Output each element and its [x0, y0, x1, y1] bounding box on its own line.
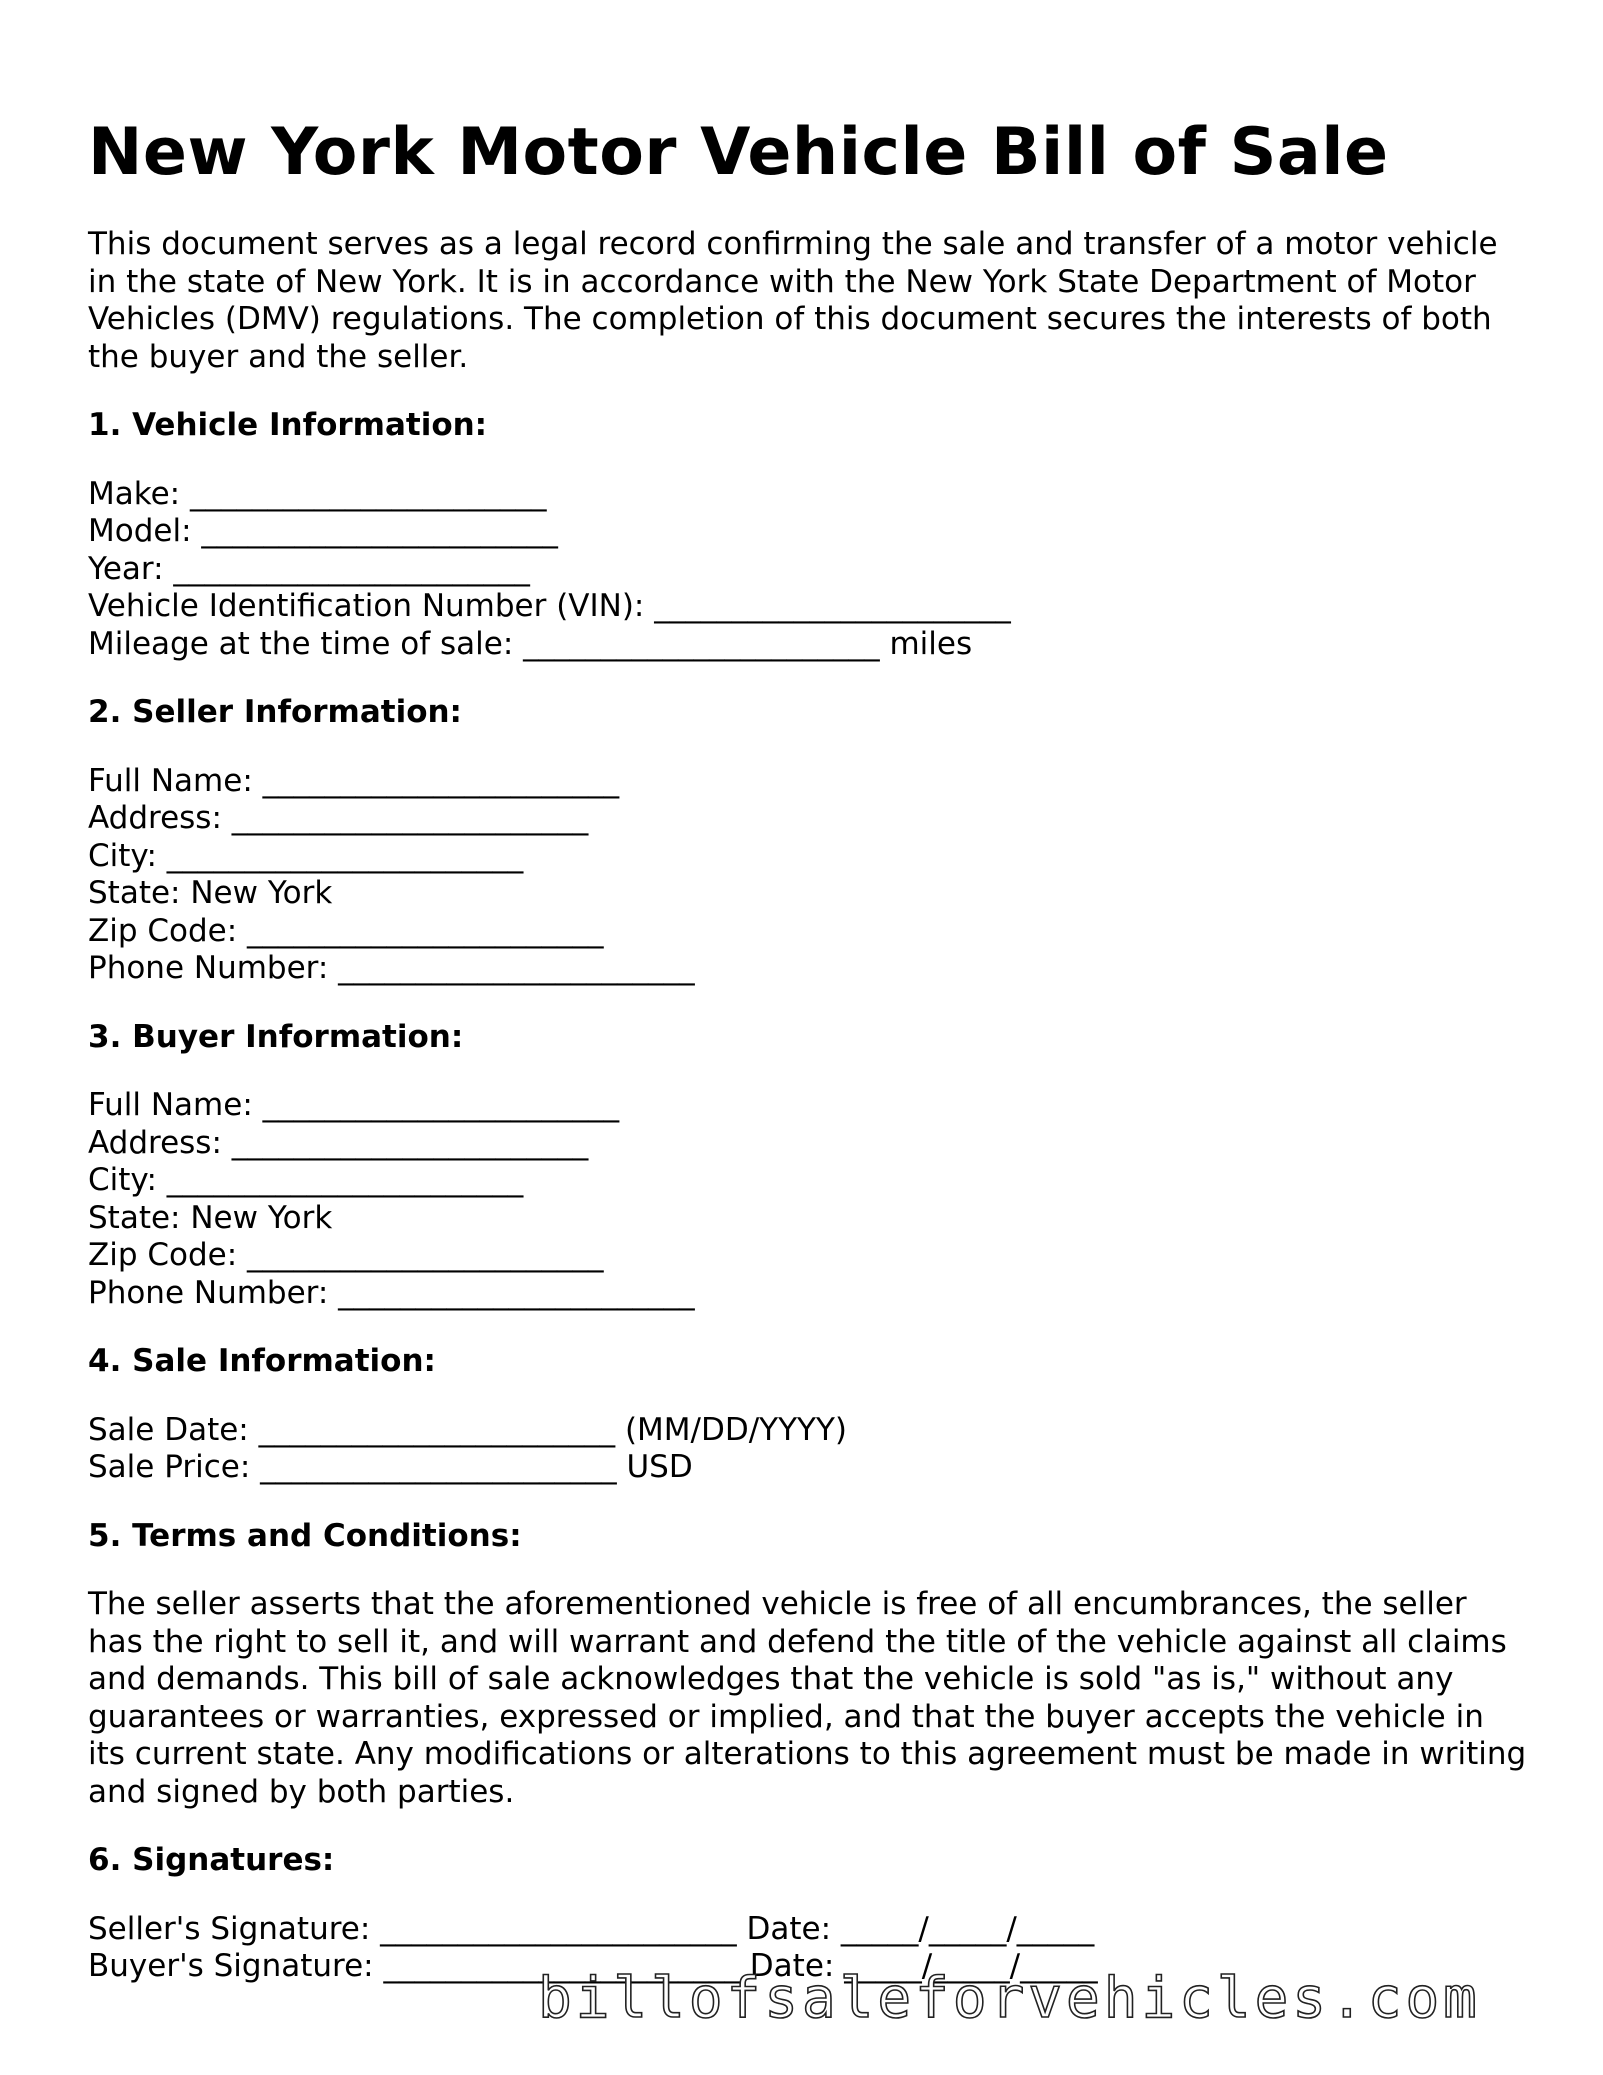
terms-section	[88, 1518, 1528, 1812]
seller-phone-field: Phone Number: _______________________	[88, 950, 695, 986]
buyer-heading: 3. Buyer Information:	[88, 1018, 464, 1055]
seller-address-field: Address: _______________________	[88, 800, 589, 836]
intro-paragraph: This document serves as a legal record confirming the sale and transfer of a motor vehicle in the state of New York. It is in accordance with the New York State Department of Motor Vehicles (DMV) regulations. The completion of this document secures the interests of both the buyer and the seller.	[88, 226, 1498, 375]
buyer-city-field: City: _______________________	[88, 1162, 524, 1198]
seller-signature-line: Seller's Signature: _______________________ Date: _____/_____/_____	[88, 1910, 1095, 1947]
seller-state-field: State: New York	[88, 875, 333, 911]
seller-city-field: City: _______________________	[88, 837, 524, 874]
watermark-text: billofsaleforvehicles.com	[538, 1966, 1481, 2031]
signatures-heading: 6. Signatures:	[88, 1842, 335, 1878]
buyer-full-name-field: Full Name: _______________________	[88, 1087, 620, 1123]
seller-full-name-field: Full Name: _______________________	[88, 762, 620, 799]
terms-paragraph: The seller asserts that the aforementioned vehicle is free of all encumbrances, the seller has the right to sell it, and will warrant and defend the title of the vehicle against all claims and demands. This bill of sale acknowledges that the vehicle is sold "as is," without any guarantees or warranties, expressed or implied, and that the buyer accepts the vehicle in its current state. Any modifications or alterations to this agreement must be made in writing and signed by both parties.	[88, 1586, 1527, 1810]
terms-heading: 5. Terms and Conditions:	[88, 1517, 522, 1554]
buyer-zip-field: Zip Code: _______________________	[88, 1237, 604, 1273]
buyer-signature-line: Buyer's Signature: _______________________ Date: _____/_____/_____	[88, 1948, 1098, 1984]
seller-heading: 2. Seller Information:	[88, 694, 462, 730]
vehicle-section	[88, 407, 1528, 663]
sale-heading: 4. Sale Information:	[88, 1343, 436, 1379]
buyer-section	[88, 1019, 1528, 1313]
vehicle-heading: 1. Vehicle Information:	[88, 407, 488, 443]
make-field: Make: _______________________	[88, 475, 547, 512]
sale-section	[88, 1343, 1528, 1487]
buyer-state-field: State: New York	[88, 1199, 333, 1236]
seller-zip-field: Zip Code: _______________________	[88, 912, 604, 949]
document-page	[88, 108, 1528, 1986]
model-field: Model: _______________________	[88, 513, 558, 549]
buyer-address-field: Address: _______________________	[88, 1124, 589, 1161]
year-field: Year: _______________________	[88, 550, 530, 587]
signatures-section	[88, 1842, 1528, 1986]
seller-section	[88, 694, 1528, 988]
mileage-field: Mileage at the time of sale: _______________________ miles	[88, 625, 973, 662]
vin-field: Vehicle Identification Number (VIN): _______________________	[88, 588, 1011, 624]
sale-date-field: Sale Date: _______________________ (MM/DD/YYYY)	[88, 1411, 848, 1448]
sale-price-field: Sale Price: _______________________ USD	[88, 1449, 693, 1485]
buyer-phone-field: Phone Number: _______________________	[88, 1274, 695, 1311]
document-title: New York Motor Vehicle Bill of Sale	[88, 115, 1389, 190]
